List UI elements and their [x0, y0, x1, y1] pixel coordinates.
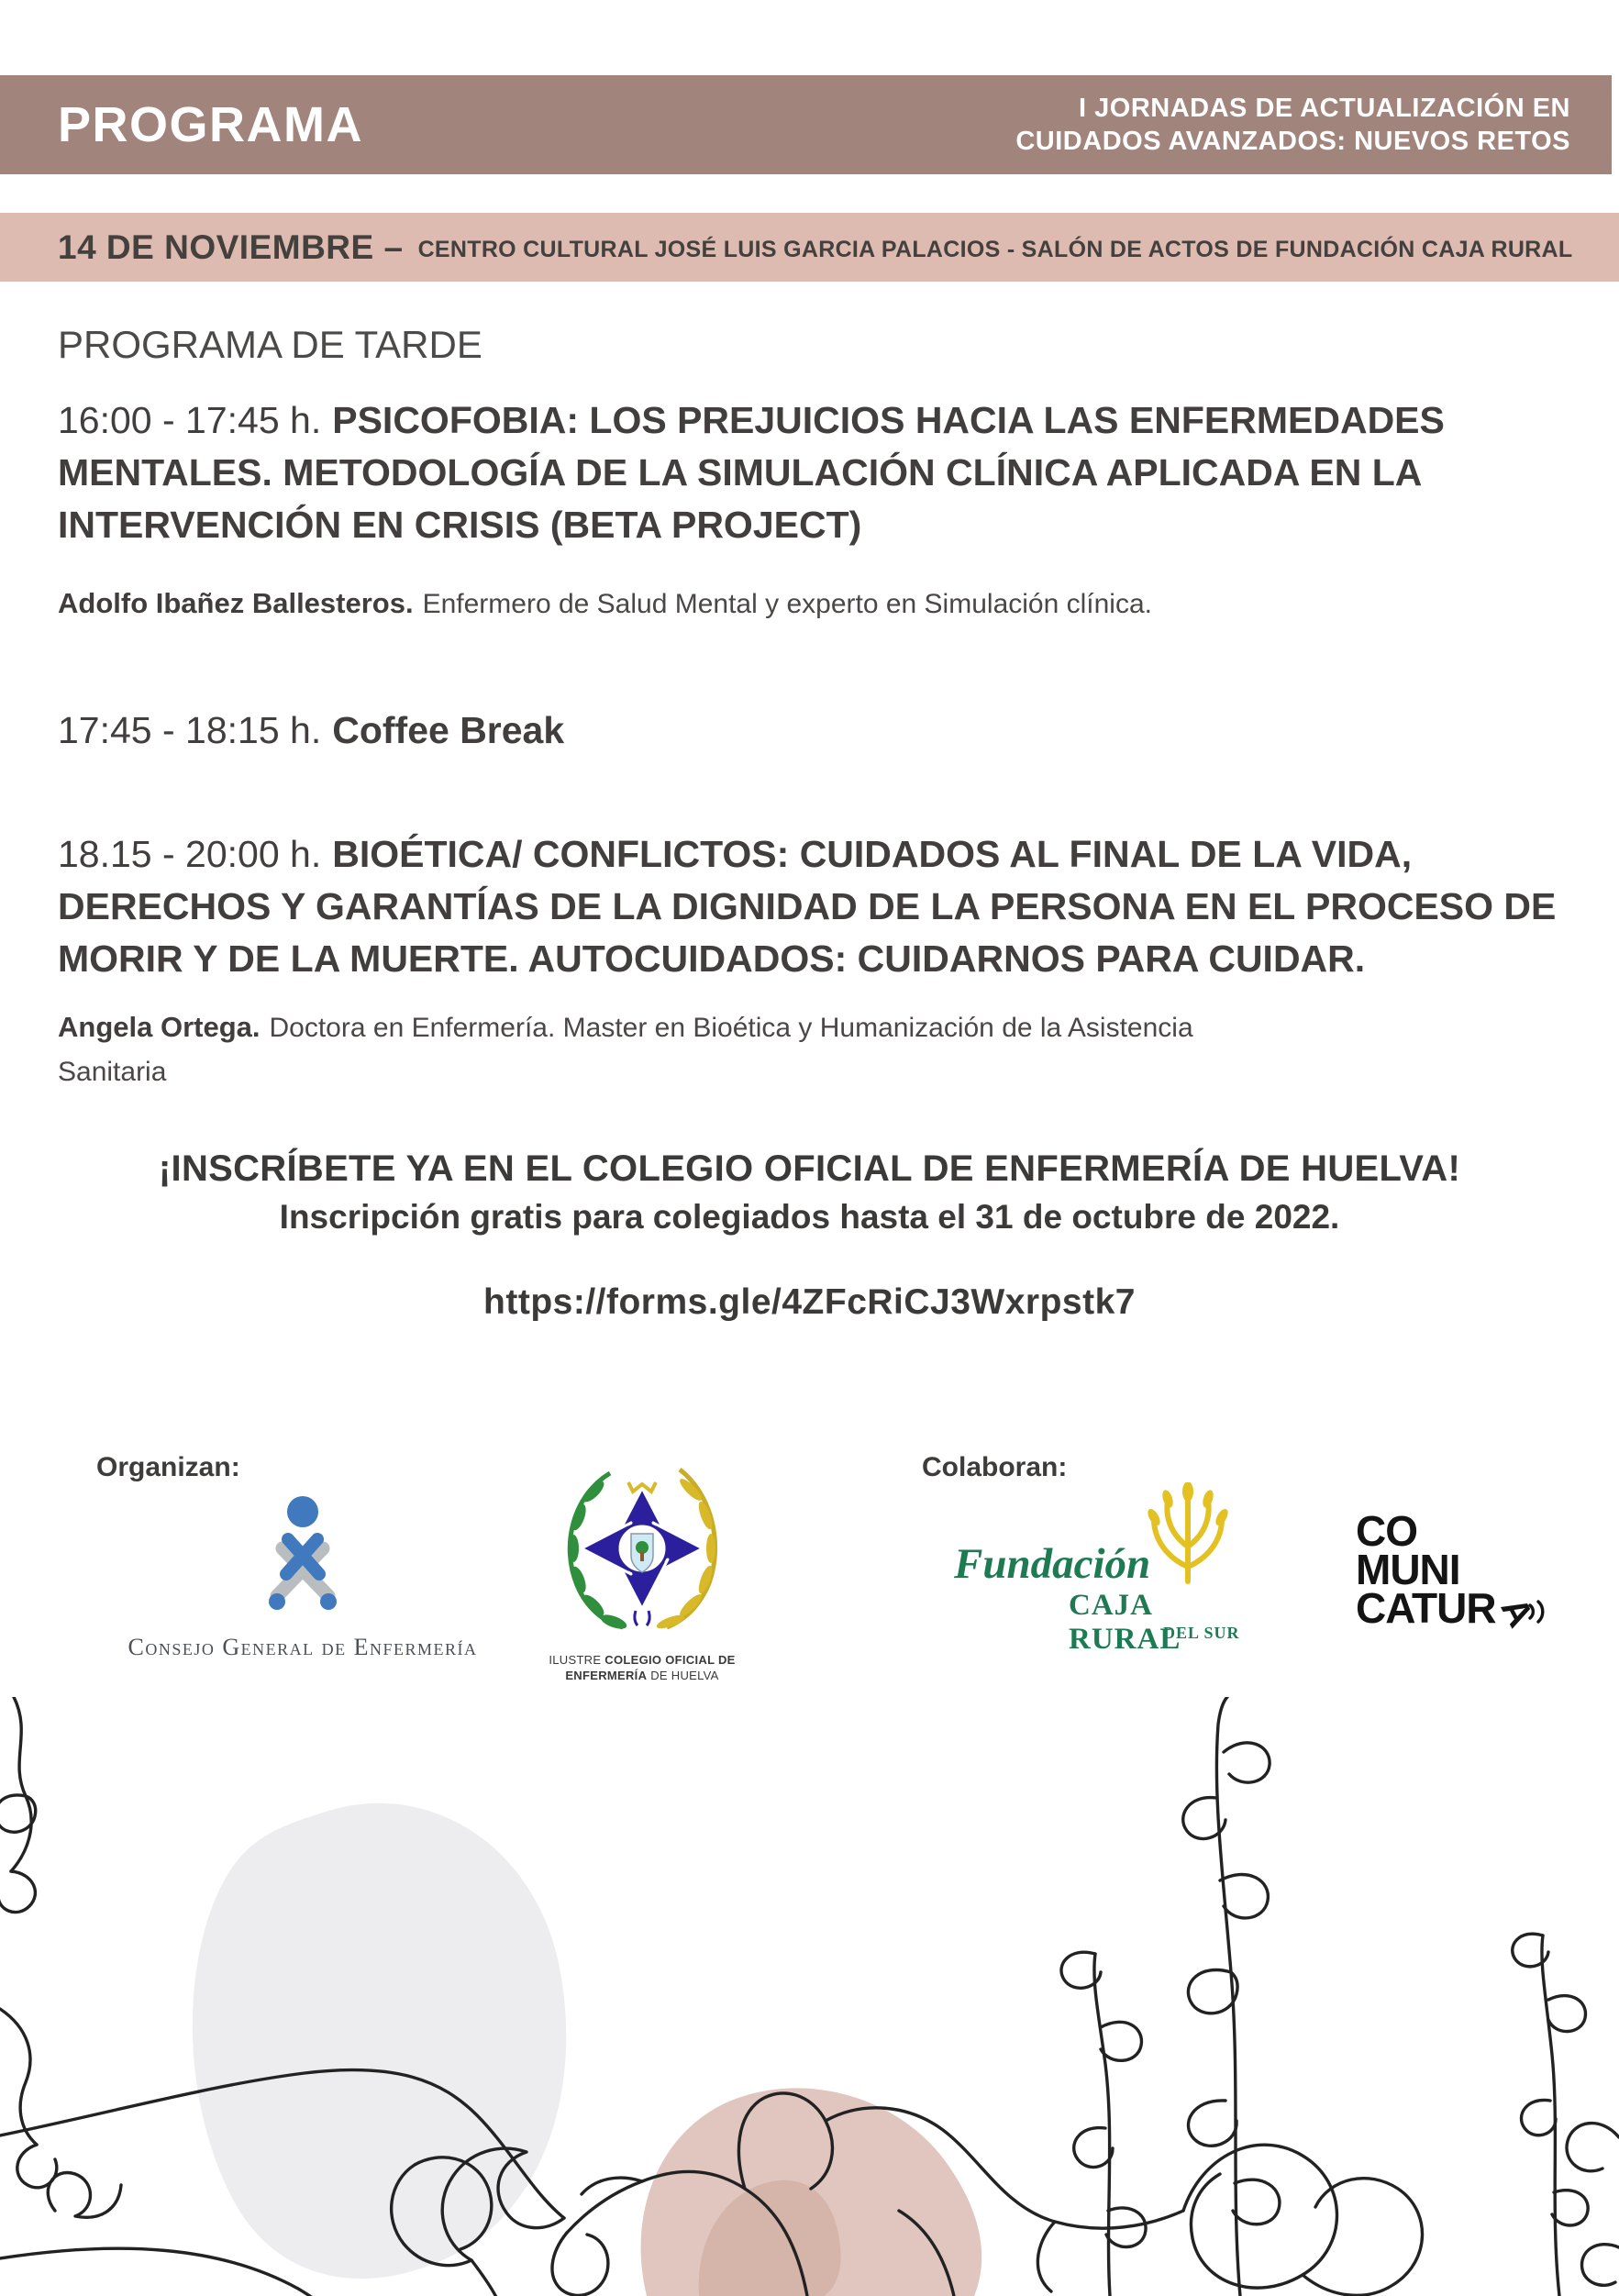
- speaker-bio: Enfermero de Salud Mental y experto en Simulación clínica.: [422, 589, 1152, 619]
- cge-person-icon: [251, 1493, 354, 1616]
- event-title-line2: CUIDADOS AVANZADOS: NUEVOS RETOS: [1015, 127, 1570, 156]
- session-2-line2: DERECHOS Y GARANTÍAS DE LA DIGNIDAD DE LA PERSONA EN EL PROCESO DE: [58, 885, 1557, 927]
- organizers-label: Organizan:: [96, 1452, 240, 1482]
- cta-headline: ¡INSCRÍBETE YA EN EL COLEGIO OFICIAL DE ENFERMERÍA DE HUELVA!: [158, 1148, 1461, 1189]
- hands-illustration: [0, 1697, 1619, 2296]
- session-1-speaker: [58, 582, 1152, 627]
- session-1-time: 16:00 - 17:45 h.: [58, 399, 322, 441]
- caja-rural-wordmark: CAJA RURAL: [1069, 1589, 1181, 1656]
- logo-fundacion-caja-rural: [954, 1495, 1266, 1656]
- session-2-time: 18.15 - 20:00 h.: [58, 833, 322, 875]
- event-venue: CENTRO CULTURAL JOSÉ LUIS GARCIA PALACIOS - SALÓN DE ACTOS DE FUNDACIÓN CAJA RURAL: [417, 237, 1573, 262]
- collaborators-label: Colaboran:: [922, 1452, 1068, 1482]
- session-1-line1: 16:00 - 17:45 h. PSICOFOBIA: LOS PREJUICIOS HACIA LAS ENFERMEDADES: [58, 399, 1445, 441]
- comunicatur-line3: CATUR: [1356, 1584, 1496, 1632]
- header-bar: [0, 75, 1612, 174]
- logo-colegio-enfermeria-huelva: [541, 1457, 743, 1683]
- speaker-bio-line2: Sanitaria: [58, 1057, 167, 1087]
- session-2-speaker: [58, 1005, 1193, 1094]
- session-1-line2: MENTALES. METODOLOGÍA DE LA SIMULACIÓN CLÍNICA APLICADA EN LA: [58, 451, 1423, 494]
- registration-link[interactable]: [0, 1282, 1619, 1323]
- speaker-bio-line1: Doctora en Enfermería. Master en Bioética y Humanización de la Asistencia: [269, 1013, 1193, 1043]
- coffee-break-time: 17:45 - 18:15 h.: [58, 709, 322, 751]
- page-title: PROGRAMA: [58, 97, 363, 152]
- logo-comunicatur: [1356, 1507, 1550, 1634]
- session-2-line3: MORIR Y DE LA MUERTE. AUTOCUIDADOS: CUIDARNOS PARA CUIDAR.: [58, 937, 1366, 980]
- date-bar: [0, 213, 1619, 282]
- registration-url[interactable]: https://forms.gle/4ZFcRiCJ3Wxrpstk7: [483, 1282, 1136, 1322]
- huelva-crest-icon: [546, 1457, 738, 1640]
- coffee-break: [58, 704, 564, 757]
- huelva-caption: ILUSTRE COLEGIO OFICIAL DE ENFERMERÍA DE HUELVA: [549, 1653, 736, 1682]
- event-date: 14 DE NOVIEMBRE –: [58, 227, 404, 266]
- event-title: [1015, 92, 1570, 158]
- cta-subline: Inscripción gratis para colegiados hasta el 31 de octubre de 2022.: [279, 1198, 1340, 1236]
- session-1-line3: INTERVENCIÓN EN CRISIS (BETA PROJECT): [58, 504, 862, 546]
- event-title-line1: I JORNADAS DE ACTUALIZACIÓN EN: [1079, 94, 1570, 123]
- comunicatur-line1: CO: [1356, 1507, 1417, 1555]
- cge-caption: Consejo General de Enfermería: [128, 1634, 478, 1660]
- logo-consejo-general-enfermeria: [105, 1493, 500, 1661]
- comunicatur-line2: MUNI: [1356, 1546, 1460, 1593]
- megaphone-a-icon: A: [1492, 1591, 1541, 1634]
- speaker-name: Angela Ortega.: [58, 1011, 261, 1043]
- fundacion-wordmark: Fundación: [954, 1540, 1151, 1588]
- session-2-title: [58, 828, 1556, 985]
- section-title: PROGRAMA DE TARDE: [58, 323, 482, 366]
- wheat-icon: [1137, 1482, 1238, 1590]
- del-sur-wordmark: DEL SUR: [1163, 1624, 1240, 1642]
- session-1-title: [58, 394, 1445, 551]
- session-2-line1: 18.15 - 20:00 h. BIOÉTICA/ CONFLICTOS: CUIDADOS AL FINAL DE LA VIDA,: [58, 833, 1413, 875]
- coffee-break-label: Coffee Break: [332, 709, 565, 751]
- speaker-name: Adolfo Ibañez Ballesteros.: [58, 587, 414, 619]
